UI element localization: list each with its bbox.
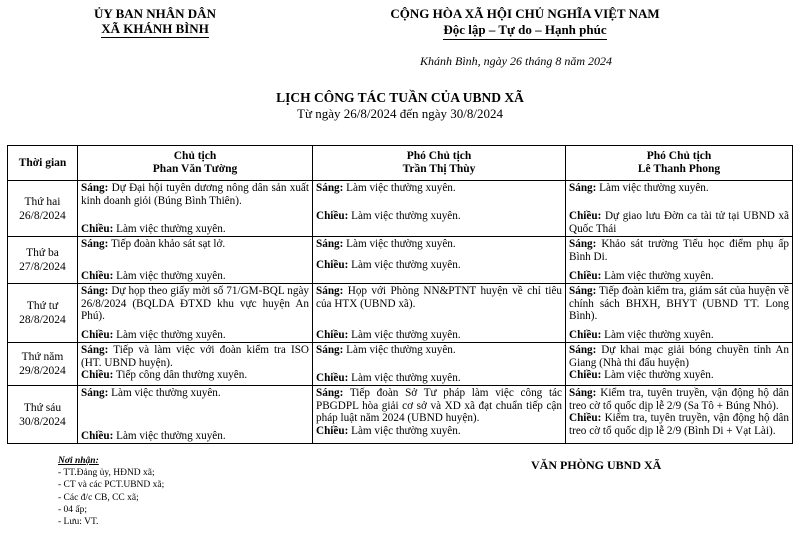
- table-header-row: [8, 146, 793, 181]
- dateline: Khánh Bình, ngày 26 tháng 8 năm 2024: [420, 54, 612, 68]
- vice-chair-1-cell: Sáng: Làm việc thường xuyên. Chiều: Làm việc thường xuyên.: [313, 343, 566, 386]
- nation-line-1: CỘNG HÒA XÃ HỘI CHỦ NGHĨA VIỆT NAM: [390, 6, 660, 21]
- chairman-cell: Sáng: Dự họp theo giấy mời số 71/GM-BQL ngày 26/8/2024 (BQLDA ĐTXD khu vực huyện An Phú). Chiều: Làm việc thường xuyên.: [78, 284, 313, 343]
- vice-chair-2-cell: Sáng: Dự khai mạc giải bóng chuyền tỉnh An Giang (Nhà thi đấu huyện) Chiều: Làm việc thường xuyên.: [566, 343, 793, 386]
- vice-chair-2-cell: Sáng: Kiểm tra, tuyên truyền, vận động hộ dân treo cờ tổ quốc dịp lễ 2/9 (Sa Tô + Búng Nhỏ). Chiều: Kiểm tra, tuyên truyền, vận động hộ dân treo cờ tổ quốc dịp lễ 2/9 (Bình Di + Vạt Lài).: [566, 386, 793, 444]
- day-cell: Thứ ba 27/8/2024: [8, 237, 78, 284]
- header-vice-chair-2: Phó Chủ tịch Lê Thanh Phong: [566, 146, 793, 181]
- day-cell: Thứ sáu 30/8/2024: [8, 386, 78, 444]
- org-line-2: XÃ KHÁNH BÌNH: [101, 21, 209, 36]
- header-chairman: Chủ tịch Phan Văn Tường: [78, 146, 313, 181]
- document-subtitle: Từ ngày 26/8/2024 đến ngày 30/8/2024: [297, 106, 503, 121]
- document-title: LỊCH CÔNG TÁC TUẦN CỦA UBND XÃ: [276, 90, 524, 105]
- vice-chair-2-cell: Sáng: Làm việc thường xuyên. Chiều: Dự giao lưu Đờn ca tài tử tại UBND xã Quốc Thái: [566, 181, 793, 237]
- table-row: [8, 181, 793, 237]
- day-cell: Thứ năm 29/8/2024: [8, 343, 78, 386]
- org-line-1: ỦY BAN NHÂN DÂN: [94, 6, 216, 21]
- recipient-item: - TT.Đảng ủy, HĐND xã;: [58, 468, 155, 479]
- header-time: Thời gian: [8, 146, 78, 181]
- chairman-cell: Sáng: Làm việc thường xuyên. Chiều: Làm việc thường xuyên.: [78, 386, 313, 444]
- table-row: [8, 284, 793, 343]
- vice-chair-1-cell: Sáng: Họp với Phòng NN&PTNT huyện về chỉ tiêu của HTX (UBND xã). Chiều: Làm việc thường xuyên.: [313, 284, 566, 343]
- chairman-cell: Sáng: Tiếp đoàn khảo sát sạt lở. Chiều: Làm việc thường xuyên.: [78, 237, 313, 284]
- recipient-item: - Các đ/c CB, CC xã;: [58, 492, 139, 503]
- recipient-item: - Lưu: VT.: [58, 517, 99, 528]
- recipient-item: - 04 ấp;: [58, 504, 88, 515]
- schedule-table: [7, 145, 793, 444]
- vice-chair-1-cell: Sáng: Làm việc thường xuyên. Chiều: Làm việc thường xuyên.: [313, 181, 566, 237]
- header-vice-chair-1: Phó Chủ tịch Trần Thị Thùy: [313, 146, 566, 181]
- nation-line-2: Độc lập – Tự do – Hạnh phúc: [443, 22, 606, 40]
- recipients-list: [58, 455, 164, 528]
- vice-chair-1-cell: Sáng: Làm việc thường xuyên. Chiều: Làm việc thường xuyên.: [313, 237, 566, 284]
- day-cell: Thứ tư 28/8/2024: [8, 284, 78, 343]
- recipients-heading: Nơi nhận:: [58, 456, 99, 466]
- chairman-cell: Sáng: Dự Đại hội tuyên dương nông dân sản xuất kinh doanh giỏi (Búng Bình Thiên). Chiều: Làm việc thường xuyên.: [78, 181, 313, 237]
- issuing-authority: [70, 6, 240, 38]
- table-row: [8, 237, 793, 284]
- vice-chair-2-cell: Sáng: Tiếp đoàn kiểm tra, giám sát của huyện về chính sách BHXH, BHYT (UBND TT. Long Bình). Chiều: Làm việc thường xuyên.: [566, 284, 793, 343]
- signing-office: VĂN PHÒNG UBND XÃ: [531, 458, 662, 472]
- vice-chair-2-cell: Sáng: Khảo sát trường Tiểu học điểm phụ ấp Bình Di. Chiều: Làm việc thường xuyên.: [566, 237, 793, 284]
- vice-chair-1-cell: Sáng: Tiếp đoàn Sở Tư pháp làm việc công tác PBGDPL hòa giải cơ sở và XD xã đạt chuẩn tiếp cận pháp luật năm 2024 (UBND huyện). Chiều: Làm việc thường xuyên.: [313, 386, 566, 444]
- chairman-cell: Sáng: Tiếp và làm việc với đoàn kiểm tra ISO (HT. UBND huyện). Chiều: Tiếp công dân thường xuyên.: [78, 343, 313, 386]
- day-cell: Thứ hai 26/8/2024: [8, 181, 78, 237]
- table-row: [8, 343, 793, 386]
- recipient-item: - CT và các PCT.UBND xã;: [58, 480, 165, 491]
- table-row: [8, 386, 793, 444]
- national-motto: [330, 6, 720, 40]
